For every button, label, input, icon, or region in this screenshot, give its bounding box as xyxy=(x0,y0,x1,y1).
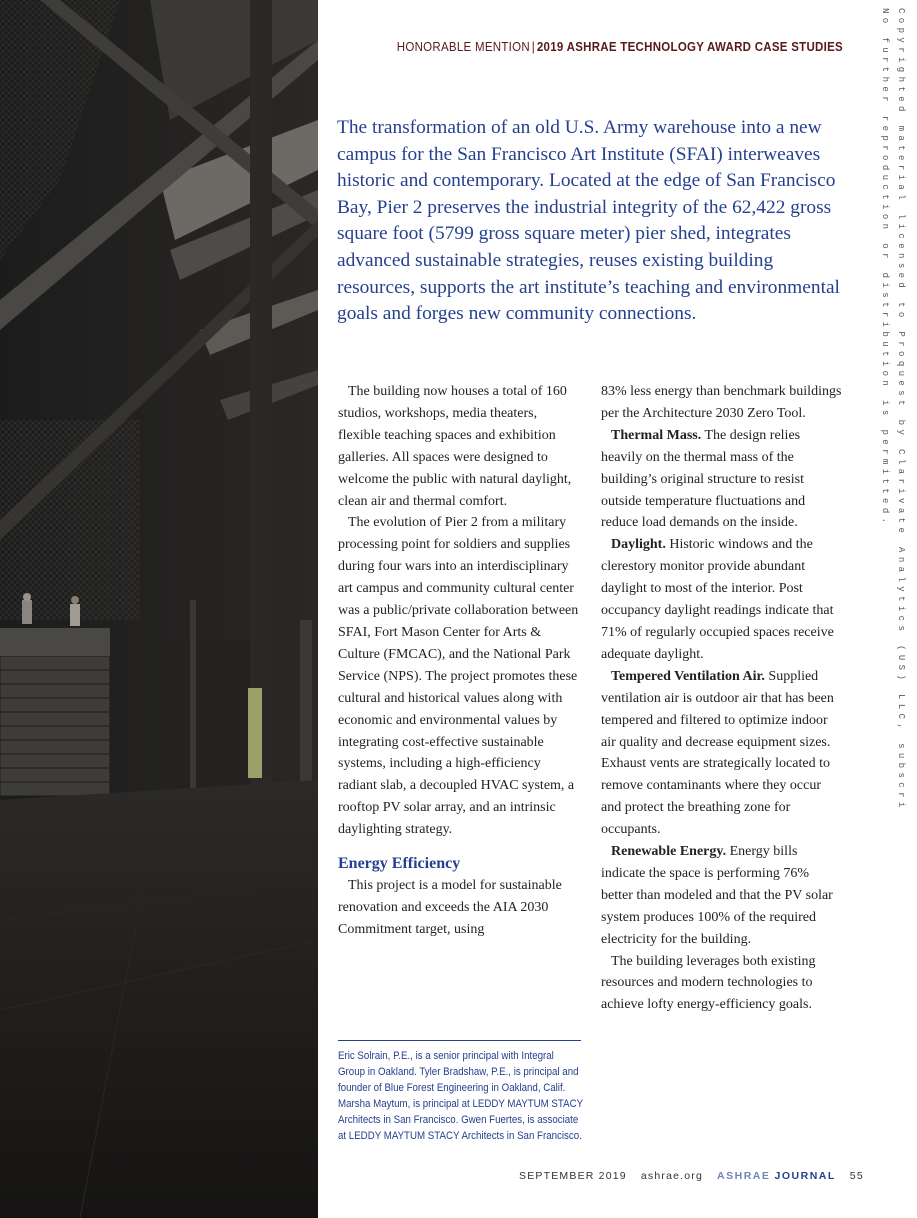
running-header xyxy=(380,40,843,54)
watermark-line-1: Copyrighted material licensed to Proquest by Clarivate Analytics (US) LLC, subscri xyxy=(896,8,906,812)
page-footer xyxy=(519,1170,864,1182)
footer-journal-name: ASHRAE xyxy=(717,1170,771,1182)
ventilation-text: Supplied ventilation air is outdoor air that has been tempered and filtered to optimize indoor air quality and decrease equipment sizes. Exhaust vents are strategically located to remove contaminants where they occur and protect the breathing zone for occupants. xyxy=(601,668,834,838)
thermal-mass-paragraph xyxy=(601,425,844,535)
ventilation-label: Tempered Ventilation Air. xyxy=(611,668,765,684)
watermark-line-2: No further reproduction or distribution is permitted. xyxy=(880,8,890,528)
daylight-label: Daylight. xyxy=(611,537,666,553)
thermal-mass-label: Thermal Mass. xyxy=(611,427,702,443)
body-column-right xyxy=(601,381,844,1016)
thermal-mass-text: The design relies heavily on the thermal mass of the building’s original structure to resist outside temperature fluctuations and reduce load demands on the inside. xyxy=(601,427,806,531)
body-column-left xyxy=(338,381,581,941)
body-paragraph-1: The building now houses a total of 160 studios, workshops, media theaters, flexible teaching spaces and exhibition galleries. All spaces were designed to welcome the public with natural daylight, clean air and thermal comfort. xyxy=(338,384,572,509)
footer-date: SEPTEMBER 2019 xyxy=(519,1170,627,1182)
body-paragraph-3-continued: 83% less energy than benchmark buildings per the Architecture 2030 Zero Tool. xyxy=(601,384,842,421)
renewable-energy-label: Renewable Energy. xyxy=(611,844,727,860)
energy-efficiency-heading: Energy Efficiency xyxy=(338,855,461,873)
header-separator: | xyxy=(531,40,536,54)
final-paragraph: The building leverages both existing resources and modern technologies to achieve lofty energy-efficiency goals. xyxy=(601,953,816,1013)
footer-journal-word: JOURNAL xyxy=(774,1170,836,1182)
body-paragraph-2: The evolution of Pier 2 from a military processing point for soldiers and supplies during four wars into an interdisciplinary art campus and community cultural center was a public/private collaboration between SFAI, Fort Mason Center for Arts & Culture (FMCAC), and the National Park Service (NPS). The project promotes these cultural and historical values along with economic and environmental values by integrating cost-effective sustainable systems, including a high-efficiency radiant slab, a decoupled HVAC system, a rooftop PV solar array, and an intrinsic daylighting strategy. xyxy=(338,515,579,838)
header-title: 2019 ASHRAE TECHNOLOGY AWARD CASE STUDIES xyxy=(536,40,843,54)
renewable-energy-text: Energy bills indicate the space is performing 76% better than modeled and that the PV solar system produces 100% of the required electricity for the building. xyxy=(601,844,833,947)
author-note: Eric Solrain, P.E., is a senior principal with Integral Group in Oakland. Tyler Bradshaw, P.E., is principal and founder of Blue Forest Engineering in Oakland, Calif. Marsha Maytum, is principal at LEDDY MAYTUM STACY Architects in San Francisco. Gwen Fuertes, is associate at LEDDY MAYTUM STACY Architects in San Francisco. xyxy=(338,1050,583,1143)
body-paragraph-3: This project is a model for sustainable renovation and exceeds the AIA 2030 Commitment target, using xyxy=(338,878,562,937)
copyright-watermark xyxy=(878,8,917,812)
ventilation-paragraph xyxy=(601,666,844,841)
author-note-divider xyxy=(338,1040,581,1041)
lead-paragraph: The transformation of an old U.S. Army warehouse into a new campus for the San Francisco Art Institute (SFAI) interweaves historic and contemporary. Located at the edge of San Francisco Bay, Pier 2 preserves the industrial integrity of the 62,422 gross square foot (5799 gross square meter) pier shed, integrates advanced sustainable strategies, reuses existing building resources, supports the art institute’s teaching and environmental goals and forges new community connections. xyxy=(337,117,840,325)
header-section: HONORABLE MENTION xyxy=(396,40,530,54)
daylight-text: Historic windows and the clerestory monitor provide abundant daylight to most of the interior. Post occupancy daylight readings indicate that 71% of regularly occupied spaces receive adequate daylight. xyxy=(601,537,834,662)
footer-site: ashrae.org xyxy=(640,1170,704,1182)
warehouse-interior-photo xyxy=(0,0,318,1218)
page-number: 55 xyxy=(849,1170,864,1182)
daylight-paragraph xyxy=(601,534,844,665)
renewable-energy-paragraph xyxy=(601,841,844,951)
